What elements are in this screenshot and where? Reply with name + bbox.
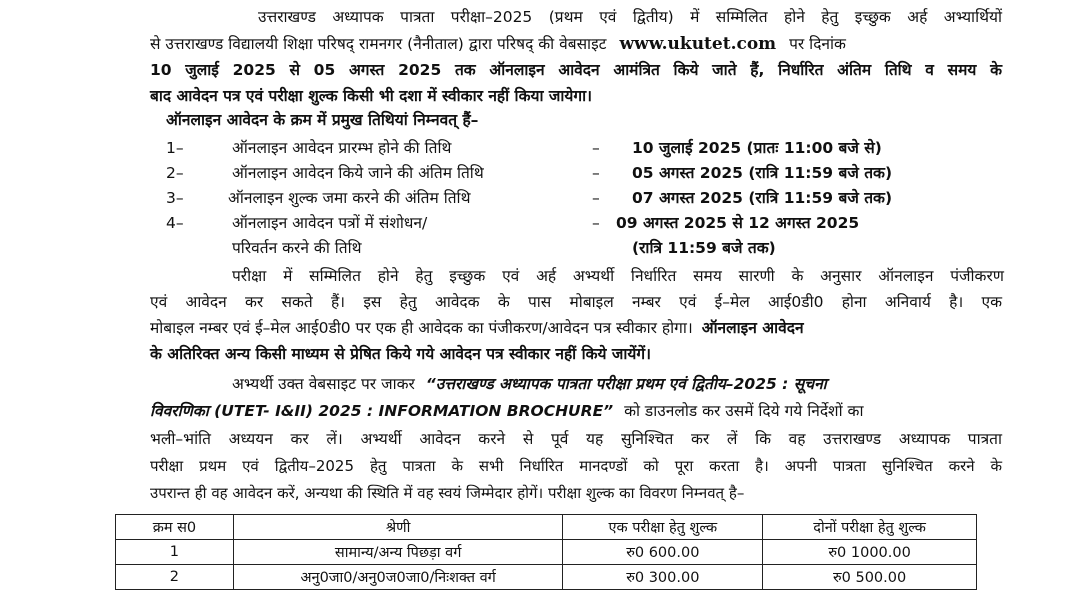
- table-row: [116, 540, 977, 565]
- para3-line4: परीक्षा प्रथम एवं द्वितीय–2025 हेतु पात्रता के सभी निर्धारित मानदण्डों को पूरा करता है। अपनी पात्रता सुनिश्चित करने के: [150, 457, 1002, 475]
- date-item-4-value-cont: (रात्रि 11:59 बजे तक): [632, 239, 776, 257]
- date-item-4-num: 4–: [166, 214, 184, 232]
- date-item-1-label: ऑनलाइन आवेदन प्रारम्भ होने की तिथि: [232, 139, 452, 157]
- para1-line3: 10 जुलाई 2025 से 05 अगस्त 2025 तक ऑनलाइन आवेदन आमंत्रित किये जाते हैं, निर्धारित अंतिम तिथि व समय के: [150, 61, 1002, 79]
- para2-line3-bold: ऑनलाइन आवेदन: [701, 319, 804, 337]
- date-item-3-dash: –: [592, 189, 600, 207]
- fee-row-1-single-fee: रु0 600.00: [563, 540, 763, 565]
- para1-line2: [150, 33, 1002, 55]
- date-item-4-label: ऑनलाइन आवेदन पत्रों में संशोधन/: [232, 214, 428, 232]
- date-item-4-label-cont: परिवर्तन करने की तिथि: [232, 239, 362, 257]
- fee-row-2-category: अनु0जा0/अनु0ज0जा0/निःशक्त वर्ग: [233, 565, 563, 590]
- fee-table-header-both-fee: दोनों परीक्षा हेतु शुल्क: [763, 515, 977, 540]
- para1-line1: उत्तराखण्ड अध्यापक पात्रता परीक्षा–2025 (प्रथम एवं द्वितीय) में सम्मिलित होने हेतु इच्छुक अर्ह अभ्यार्थियों: [258, 8, 1002, 26]
- para1-line4: बाद आवेदन पत्र एवं परीक्षा शुल्क किसी भी दशा में स्वीकार नहीं किया जायेगा।: [150, 87, 592, 105]
- para3-line2: [150, 400, 1002, 422]
- para2-line3: [150, 317, 1002, 339]
- fee-row-2-single-fee: रु0 300.00: [563, 565, 763, 590]
- fee-row-1-sno: 1: [116, 540, 234, 565]
- fee-row-1-category: सामान्य/अन्य पिछड़ा वर्ग: [233, 540, 563, 565]
- para1-line2-text: से उत्तराखण्ड विद्यालयी शिक्षा परिषद् रामनगर (नैनीताल) द्वारा परिषद् की वेबसाइट: [150, 35, 607, 53]
- date-item-3-label: ऑनलाइन शुल्क जमा करने की अंतिम तिथि: [228, 189, 471, 207]
- date-item-2-num: 2–: [166, 164, 184, 182]
- date-item-3-value: 07 अगस्त 2025 (रात्रि 11:59 बजे तक): [632, 189, 893, 207]
- fee-table-header-row: [116, 515, 977, 540]
- brochure-title-part2: विवरणिका (UTET- I&II) 2025 : INFORMATION BROCHURE”: [150, 402, 614, 420]
- date-item-1-value: 10 जुलाई 2025 (प्रातः 11:00 बजे से): [632, 139, 882, 157]
- date-item-2-label: ऑनलाइन आवेदन किये जाने की अंतिम तिथि: [232, 164, 484, 182]
- table-row: [116, 565, 977, 590]
- para3-line3: भली–भांति अध्ययन कर लें। अभ्यर्थी आवेदन करने से पूर्व यह सुनिश्चित कर लें कि वह उत्तराखण्ड अध्यापक पात्रता: [150, 430, 1002, 448]
- fee-table-header-sno: क्रम स0: [116, 515, 234, 540]
- date-item-2-value: 05 अगस्त 2025 (रात्रि 11:59 बजे तक): [632, 164, 893, 182]
- fee-row-1-both-fee: रु0 1000.00: [763, 540, 977, 565]
- para1-line2-end: पर दिनांक: [789, 35, 846, 53]
- fee-table: [115, 514, 977, 590]
- para2-line2: एवं आवेदन कर सकते हैं। इस हेतु आवेदक के पास मोबाइल नम्बर एवं ई–मेल आई0डी0 होना अनिवार्य है। एक: [150, 293, 1002, 311]
- para3-line1: [232, 373, 1004, 395]
- fee-row-2-both-fee: रु0 500.00: [763, 565, 977, 590]
- para3-line2-text: को डाउनलोड कर उसमें दिये गये निर्देशों का: [624, 402, 864, 420]
- para3-line1-text: अभ्यर्थी उक्त वेबसाइट पर जाकर: [232, 375, 415, 393]
- fee-row-2-sno: 2: [116, 565, 234, 590]
- fee-table-header-single-fee: एक परीक्षा हेतु शुल्क: [563, 515, 763, 540]
- website-link[interactable]: www.ukutet.com: [619, 34, 777, 54]
- date-item-2-dash: –: [592, 164, 600, 182]
- dates-intro: ऑनलाइन आवेदन के क्रम में प्रमुख तिथियां निम्नवत् हैं–: [166, 111, 479, 129]
- fee-table-header-category: श्रेणी: [233, 515, 563, 540]
- date-item-1-num: 1–: [166, 139, 184, 157]
- date-item-4-dash: –: [592, 214, 600, 232]
- para2-line1: परीक्षा में सम्मिलित होने हेतु इच्छुक एवं अर्ह अभ्यर्थी निर्धारित समय सारणी के अनुसार ऑनलाइन पंजीकरण: [232, 267, 1004, 285]
- date-item-1-dash: –: [592, 139, 600, 157]
- para3-line5: उपरान्त ही वह आवेदन करें, अन्यथा की स्थिति में वह स्वयं जिम्मेदार होगें। परीक्षा शुल्क का विवरण निम्नवत् है–: [150, 484, 745, 502]
- para2-line4: के अतिरिक्त अन्य किसी माध्यम से प्रेषित किये गये आवेदन पत्र स्वीकार नहीं किये जायेंगें।: [150, 345, 651, 363]
- para2-line3-text: मोबाइल नम्बर एवं ई–मेल आई0डी0 पर एक ही आवेदक का पंजीकरण/आवेदन पत्र स्वीकार होगा।: [150, 319, 693, 337]
- brochure-title-part1: “उत्तराखण्ड अध्यापक पात्रता परीक्षा प्रथम एवं द्वितीय–2025 : सूचना: [425, 375, 827, 393]
- date-item-4-value: 09 अगस्त 2025 से 12 अगस्त 2025: [616, 214, 860, 232]
- date-item-3-num: 3–: [166, 189, 184, 207]
